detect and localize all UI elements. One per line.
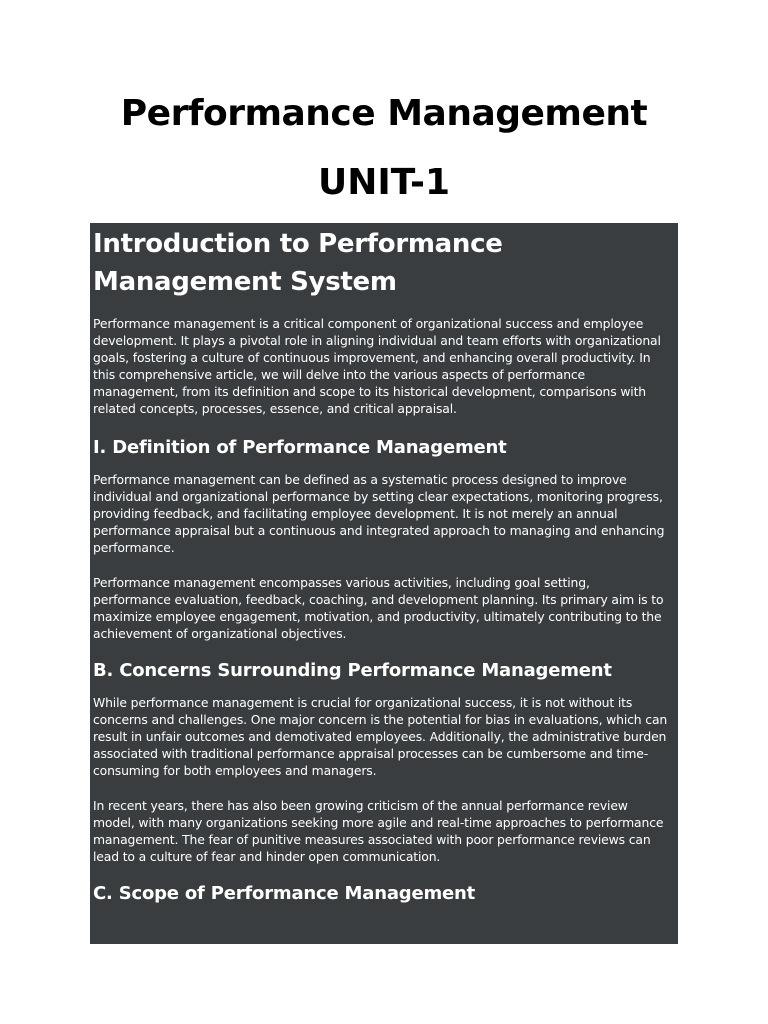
panel-heading: Introduction to Performance Management System	[93, 229, 503, 297]
definition-paragraph-2: Performance management encompasses various activities, including goal setting, performance evaluation, feedback, coaching, and development planning. Its primary aim is to maximize employee engagement, motivation, and productivity, ultimately contributing to the achievement of organizational objectives.	[93, 575, 664, 641]
document-title: Performance Management	[120, 93, 648, 134]
concerns-paragraph-1: While performance management is crucial for organizational success, it is not without its concerns and challenges. One major concern is the potential for bias in evaluations, which can result in unfair outcomes and demotivated employees. Additionally, the administrative burden associated with traditional performance appraisal processes can be cumbersome and time-consuming for both employees and managers.	[93, 695, 668, 778]
section-heading-definition: I. Definition of Performance Management	[93, 437, 507, 458]
document-subtitle: UNIT-1	[317, 162, 450, 203]
definition-paragraph-1: Performance management can be defined as a systematic process designed to improve individual and organizational performance by setting clear expectations, monitoring progress, providing feedback, and facilitating employee development. It is not merely an annual performance appraisal but a continuous and integrated approach to managing and enhancing performance.	[93, 472, 665, 555]
section-heading-scope: C. Scope of Performance Management	[93, 883, 476, 904]
concerns-paragraph-2: In recent years, there has also been growing criticism of the annual performance review model, with many organizations seeking more agile and real-time approaches to performance management. The fear of punitive measures associated with poor performance reviews can lead to a culture of fear and hinder open communication.	[93, 798, 664, 864]
content-panel	[90, 223, 678, 944]
section-heading-concerns: B. Concerns Surrounding Performance Management	[93, 660, 612, 681]
intro-paragraph: Performance management is a critical component of organizational success and employee development. It plays a pivotal role in aligning individual and team efforts with organizational goals, fostering a culture of continuous improvement, and enhancing overall productivity. In this comprehensive article, we will delve into the various aspects of performance management, from its definition and scope to its historical development, comparisons with related concepts, processes, essence, and critical appraisal.	[93, 316, 661, 416]
